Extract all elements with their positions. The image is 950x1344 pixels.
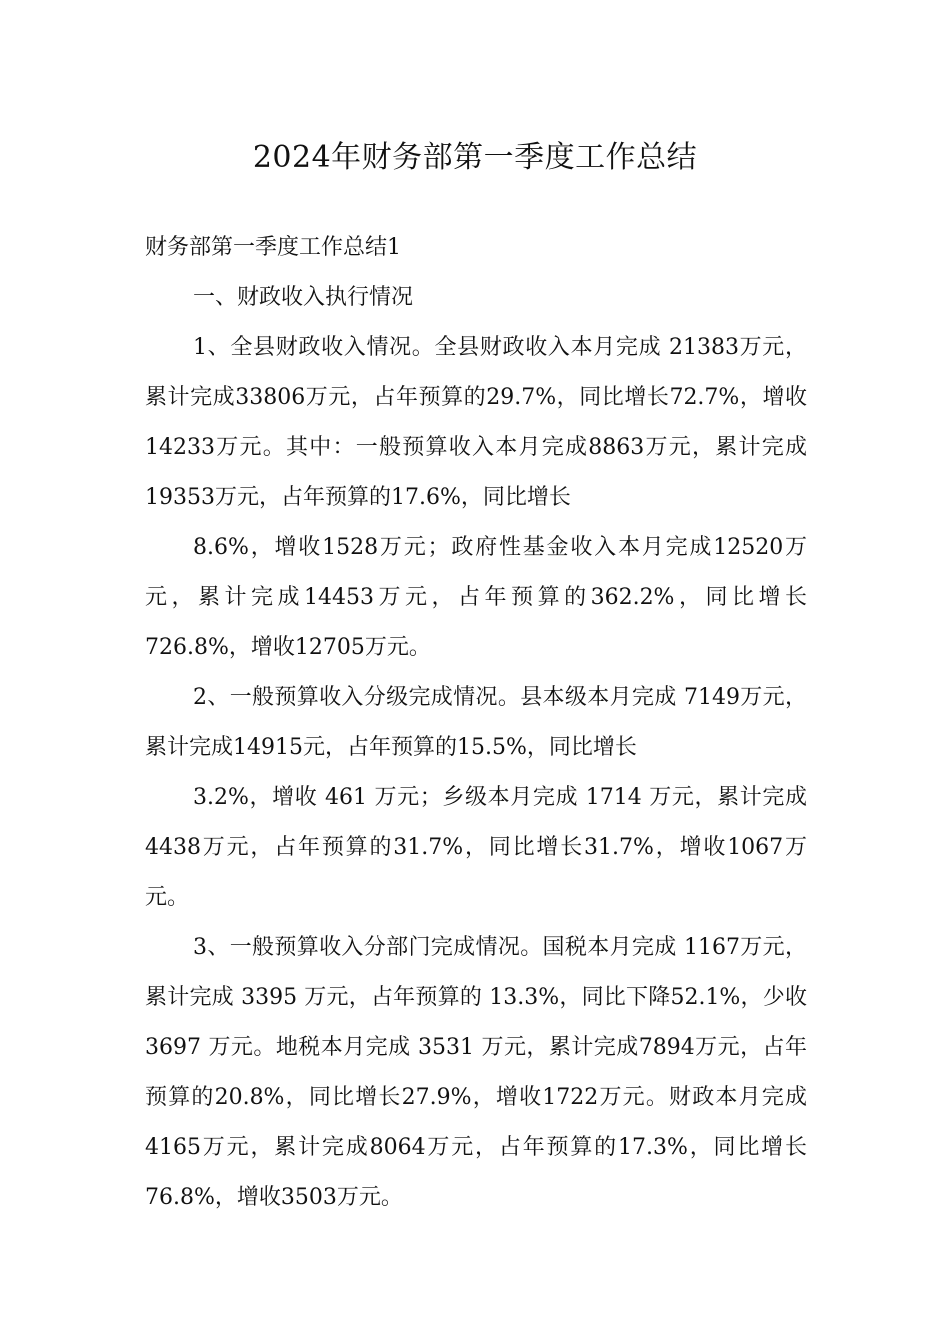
section-heading-revenue: 一、财政收入执行情况	[193, 285, 414, 310]
paragraph-level-revenue: 2、一般预算收入分级完成情况。县本级本月完成 7149万元，累计完成14915元，占年预算的15.5%，同比增长	[145, 685, 807, 760]
document-body	[145, 223, 807, 1223]
document-title: 2024年财务部第一季度工作总结	[252, 140, 698, 175]
paragraph-department-revenue: 3、一般预算收入分部门完成情况。国税本月完成 1167万元，累计完成 3395 万元，占年预算的 13.3%，同比下降52.1%，少收 3697 万元。地税本月完成 3531 万元，累计完成7894万元，占年预算的20.8%，同比增长27.9%，增收1722万元。财政本月完成4165万元，累计完成8064万元，占年预算的17.3%，同比增长76.8%，增收3503万元。	[145, 935, 807, 1210]
document-subtitle: 财务部第一季度工作总结1	[145, 235, 401, 260]
paragraph-fund-revenue: 8.6%，增收1528万元；政府性基金收入本月完成12520万元，累计完成14453万元，占年预算的362.2%，同比增长726.8%，增收12705万元。	[145, 535, 807, 660]
paragraph-township-revenue: 3.2%，增收 461 万元；乡级本月完成 1714 万元，累计完成4438万元，占年预算的31.7%，同比增长31.7%，增收1067万元。	[145, 785, 807, 910]
paragraph-county-revenue: 1、全县财政收入情况。全县财政收入本月完成 21383万元，累计完成33806万元，占年预算的29.7%，同比增长72.7%，增收14233万元。其中：一般预算收入本月完成8863万元，累计完成19353万元，占年预算的17.6%，同比增长	[145, 335, 807, 510]
